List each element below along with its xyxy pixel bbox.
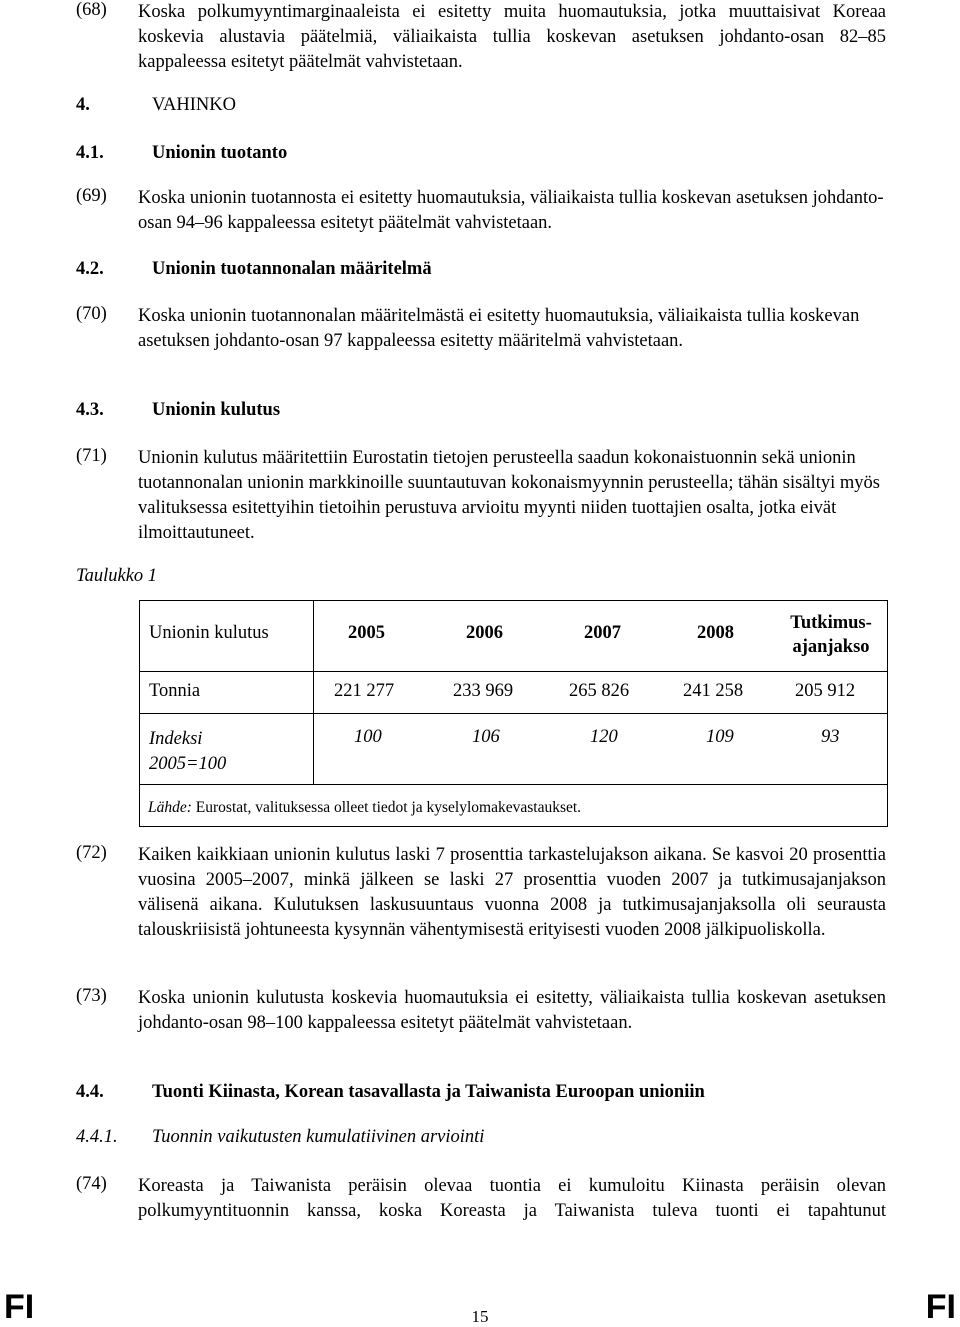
- heading-number: 4.: [76, 95, 90, 115]
- paragraph-number: (73): [76, 986, 107, 1006]
- consumption-table: [139, 600, 888, 827]
- table-row-label: Tonnia: [149, 681, 201, 701]
- heading-number: 4.1.: [76, 143, 104, 163]
- paragraph-71: [76, 446, 886, 546]
- paragraph-70: [76, 304, 886, 354]
- paragraph-number: (70): [76, 304, 107, 324]
- table-row-label: [149, 727, 226, 777]
- table-cell: 109: [706, 727, 734, 747]
- table-cell: 233 969: [453, 681, 514, 701]
- table-header-year: 2007: [584, 623, 621, 643]
- table-header-year: 2006: [466, 623, 503, 643]
- table-header-year: 2008: [697, 623, 734, 643]
- paragraph-text: Koreasta ja Taiwanista peräisin olevaa tuontia ei kumuloitu Kiinasta peräisin olevan polkumyyntituonnin kanssa, koska Koreasta ja Taiwanista tuleva tuonti ei tapahtunut: [138, 1176, 886, 1221]
- heading-title: Unionin kulutus: [152, 400, 281, 420]
- paragraph-text: Koska unionin tuotannosta ei esitetty huomautuksia, väliaikaista tullia koskevan asetuksen johdanto-osan 94–96 kappaleessa esitetyt päätelmät vahvistetaan.: [138, 188, 884, 233]
- table-source-text: Eurostat, valituksessa olleet tiedot ja kyselylomakevastaukset.: [191, 799, 582, 816]
- paragraph-number: (69): [76, 186, 107, 206]
- table-cell: 221 277: [334, 681, 395, 701]
- paragraph-text: Koska polkumyyntimarginaaleista ei esitetty muita huomautuksia, jotka muuttaisivat Koreaa koskevia alustavia päätelmiä, väliaikaista tullia koskevan asetuksen johdanto-osan 82–85 kappaleessa esitetyt päätelmät vahvistetaan.: [138, 2, 886, 72]
- paragraph-number: (68): [76, 0, 107, 20]
- paragraph-number: (71): [76, 446, 107, 466]
- paragraph-text: Unionin kulutus määritettiin Eurostatin tietojen perusteella saadun kokonaistuonnin sekä unionin tuotannonalan unionin markkinoille suuntautuvan kokonaismyynnin perusteella; tähän sisältyi myös valituksessa esitettyihin tietoihin perustuva arvioitu myynti niiden tuottajien osalta, jotka eivät ilmoittautuneet.: [138, 448, 880, 543]
- paragraph-69: [76, 186, 886, 236]
- heading-number: 4.2.: [76, 259, 104, 279]
- paragraph-number: (72): [76, 843, 107, 863]
- footer-language-right: FI: [925, 1288, 956, 1326]
- table-rule: [140, 713, 887, 714]
- table-source-label: Lähde:: [148, 799, 192, 816]
- heading-title: Unionin tuotannonalan määritelmä: [152, 259, 432, 279]
- table-rule: [140, 671, 887, 672]
- table-rule: [140, 784, 887, 785]
- table-header-period-line2: ajanjakso: [792, 637, 870, 657]
- table-header-period-line1: Tutkimus-: [790, 613, 872, 633]
- heading-title: Unionin tuotanto: [152, 143, 288, 163]
- heading-title: VAHINKO: [152, 95, 236, 115]
- table-cell: 241 258: [683, 681, 744, 701]
- table-row-label-line2: 2005=100: [149, 754, 227, 774]
- paragraph-73: [76, 986, 886, 1036]
- table-cell: 93: [821, 727, 840, 747]
- table-cell: 120: [590, 727, 618, 747]
- paragraph-number: (74): [76, 1174, 107, 1194]
- heading-number: 4.4.: [76, 1082, 104, 1102]
- table-cell: 100: [354, 727, 382, 747]
- table-caption: Taulukko 1: [76, 566, 158, 586]
- table-row-label-line1: Indeksi: [149, 729, 203, 749]
- paragraph-text: Kaiken kaikkiaan unionin kulutus laski 7 prosenttia tarkastelujakson aikana. Se kasvoi 20 prosenttia vuosina 2005–2007, minkä jälkeen se laski 27 prosenttia vuoden 2007 ja tutkimusajanjakson välisenä aikana. Kulutuksen laskusuuntaus vuonna 2008 ja tutkimusajanjaksolla oli seurausta talouskriisistä johtuneesta kysynnän vähentymisestä erityisesti vuoden 2008 jälkipuoliskolla.: [138, 845, 886, 940]
- heading-title: Tuonti Kiinasta, Korean tasavallasta ja Taiwanista Euroopan unioniin: [152, 1082, 705, 1102]
- paragraph-68: [76, 0, 886, 75]
- paragraph-74: [76, 1174, 886, 1224]
- paragraph-72: [76, 843, 886, 943]
- table-header-period: [770, 611, 892, 659]
- table-header-label: Unionin kulutus: [149, 623, 269, 643]
- page-number: 15: [471, 1307, 489, 1326]
- table-source: [148, 799, 581, 817]
- heading-title: Tuonnin vaikutusten kumulatiivinen arviointi: [152, 1127, 485, 1147]
- table-cell: 106: [472, 727, 500, 747]
- heading-number: 4.4.1.: [76, 1127, 118, 1147]
- heading-number: 4.3.: [76, 400, 104, 420]
- footer-language-left: FI: [4, 1288, 35, 1326]
- table-cell: 265 826: [569, 681, 630, 701]
- table-header-year: 2005: [348, 623, 385, 643]
- table-rule: [313, 601, 314, 784]
- paragraph-text: Koska unionin tuotannonalan määritelmästä ei esitetty huomautuksia, väliaikaista tullia koskevan asetuksen johdanto-osan 97 kappaleessa esitetty määritelmä vahvistetaan.: [138, 306, 860, 351]
- table-cell: 205 912: [795, 681, 856, 701]
- paragraph-text: Koska unionin kulutusta koskevia huomautuksia ei esitetty, väliaikaista tullia koskevan asetuksen johdanto-osan 98–100 kappaleessa esitetyt päätelmät vahvistetaan.: [138, 988, 886, 1033]
